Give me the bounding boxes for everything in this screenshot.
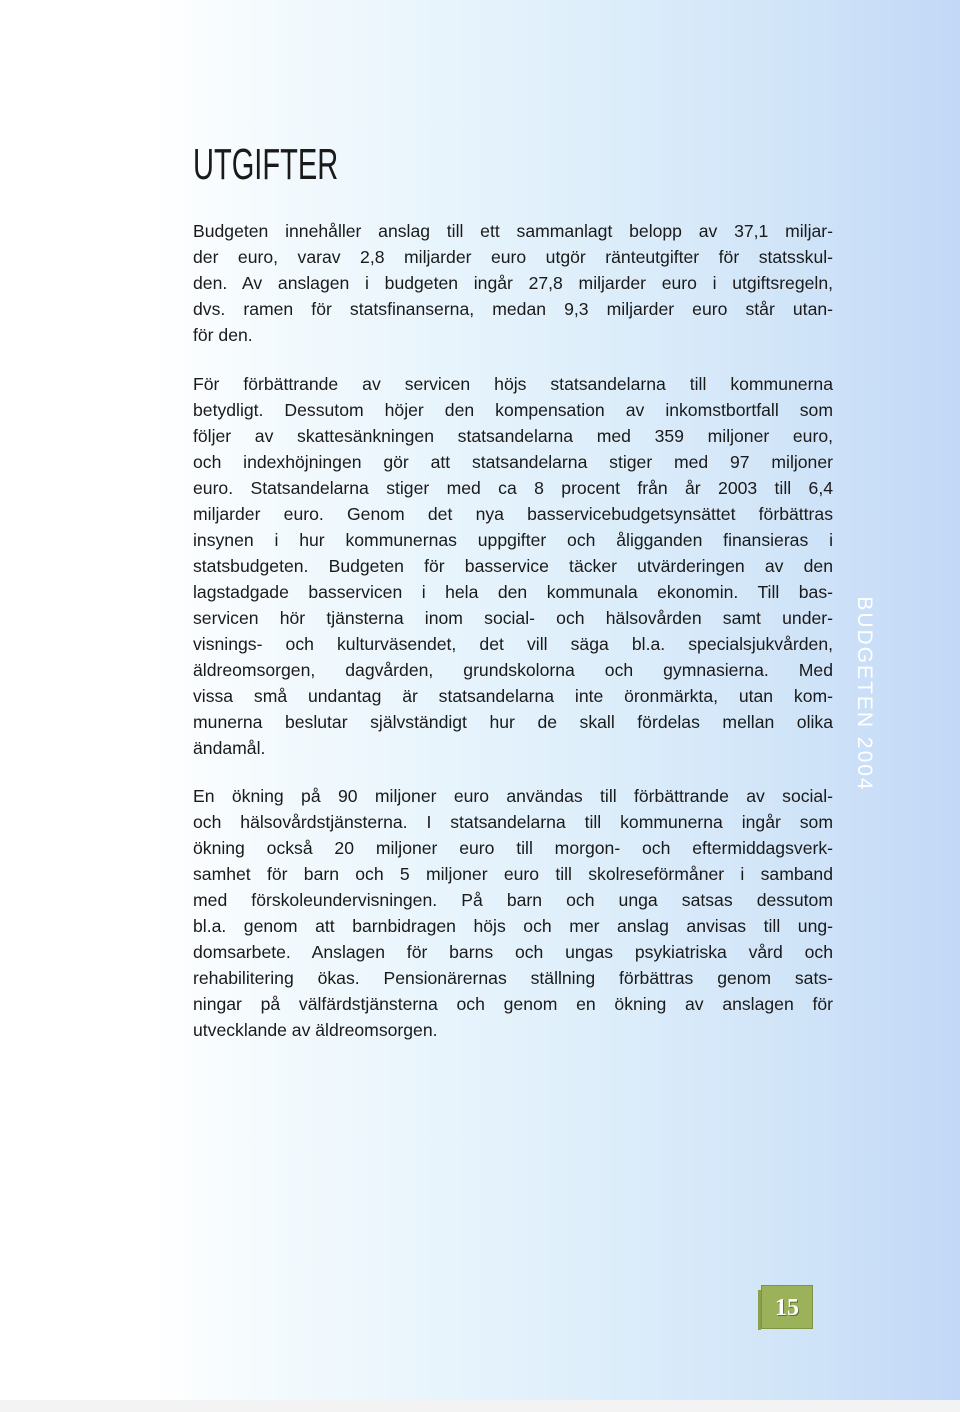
text-line: visnings- och kulturväsendet, det vill säga bl.a. specialsjukvården,	[193, 634, 833, 654]
text-line: för den.	[193, 325, 253, 345]
page-title: UTGIFTER	[193, 140, 339, 189]
body-paragraph-state-subsidies	[193, 371, 833, 761]
text-line: servicen hör tjänsterna inom social- och hälsovården samt under-	[193, 608, 833, 628]
body-paragraph-social-health-services	[193, 783, 833, 1043]
body-paragraph-budget-overview	[193, 218, 833, 348]
text-line: ökning också 20 miljoner euro till morgon- och eftermiddagsverk-	[193, 838, 833, 858]
text-line: följer av skattesänkningen statsandelarna med 359 miljoner euro,	[193, 426, 833, 446]
text-line: der euro, varav 2,8 miljarder euro utgör ränteutgifter för statsskul-	[193, 247, 833, 267]
text-line: euro. Statsandelarna stiger med ca 8 procent från år 2003 till 6,4	[193, 478, 833, 498]
text-line: dvs. ramen för statsfinanserna, medan 9,3 miljarder euro står utan-	[193, 299, 833, 319]
text-line: En ökning på 90 miljoner euro användas till förbättrande av social-	[193, 786, 833, 806]
page-number-badge	[761, 1285, 813, 1329]
text-line: äldreomsorgen, dagvården, grundskolorna och gymnasierna. Med	[193, 660, 833, 680]
text-line: statsbudgeten. Budgeten för basservice täcker utvärderingen av den	[193, 556, 833, 576]
text-line: och hälsovårdstjänsterna. I statsandelarna till kommunerna ingår som	[193, 812, 833, 832]
text-line: utvecklande av äldreomsorgen.	[193, 1020, 438, 1040]
text-line: och indexhöjningen gör att statsandelarna stiger med 97 miljoner	[193, 452, 833, 472]
text-line: vissa små undantag är statsandelarna inte öronmärkta, utan kom-	[193, 686, 833, 706]
text-line: Budgeten innehåller anslag till ett sammanlagt belopp av 37,1 miljar-	[193, 221, 833, 241]
text-line: den. Av anslagen i budgeten ingår 27,8 miljarder euro i utgiftsregeln,	[193, 273, 833, 293]
text-line: lagstadgade basservicen i hela den kommunala ekonomin. Till bas-	[193, 582, 833, 602]
text-line: miljarder euro. Genom det nya basservicebudgetsynsättet förbättras	[193, 504, 833, 524]
text-line: betydligt. Dessutom höjer den kompensation av inkomstbortfall som	[193, 400, 833, 420]
bottom-edge-strip	[0, 1400, 960, 1412]
text-line: domsarbete. Anslagen för barns och ungas psykiatriska vård och	[193, 942, 833, 962]
text-line: ändamål.	[193, 738, 266, 758]
text-line: munerna beslutar självständigt hur de skall fördelas mellan olika	[193, 712, 833, 732]
side-label-budget-year: BUDGETEN 2004	[853, 596, 876, 792]
page-number: 15	[775, 1295, 799, 1321]
text-line: rehabilitering ökas. Pensionärernas ställning förbättras genom sats-	[193, 968, 833, 988]
text-line: med förskoleundervisningen. På barn och unga satsas dessutom	[193, 890, 833, 910]
text-line: insynen i hur kommunernas uppgifter och åligganden finansieras i	[193, 530, 833, 550]
text-line: samhet för barn och 5 miljoner euro till skolreseförmåner i samband	[193, 864, 833, 884]
text-line: bl.a. genom att barnbidragen höjs och mer anslag anvisas till ung-	[193, 916, 833, 936]
text-line: ningar på välfärdstjänsterna och genom en ökning av anslagen för	[193, 994, 833, 1014]
text-line: För förbättrande av servicen höjs statsandelarna till kommunerna	[193, 374, 833, 394]
